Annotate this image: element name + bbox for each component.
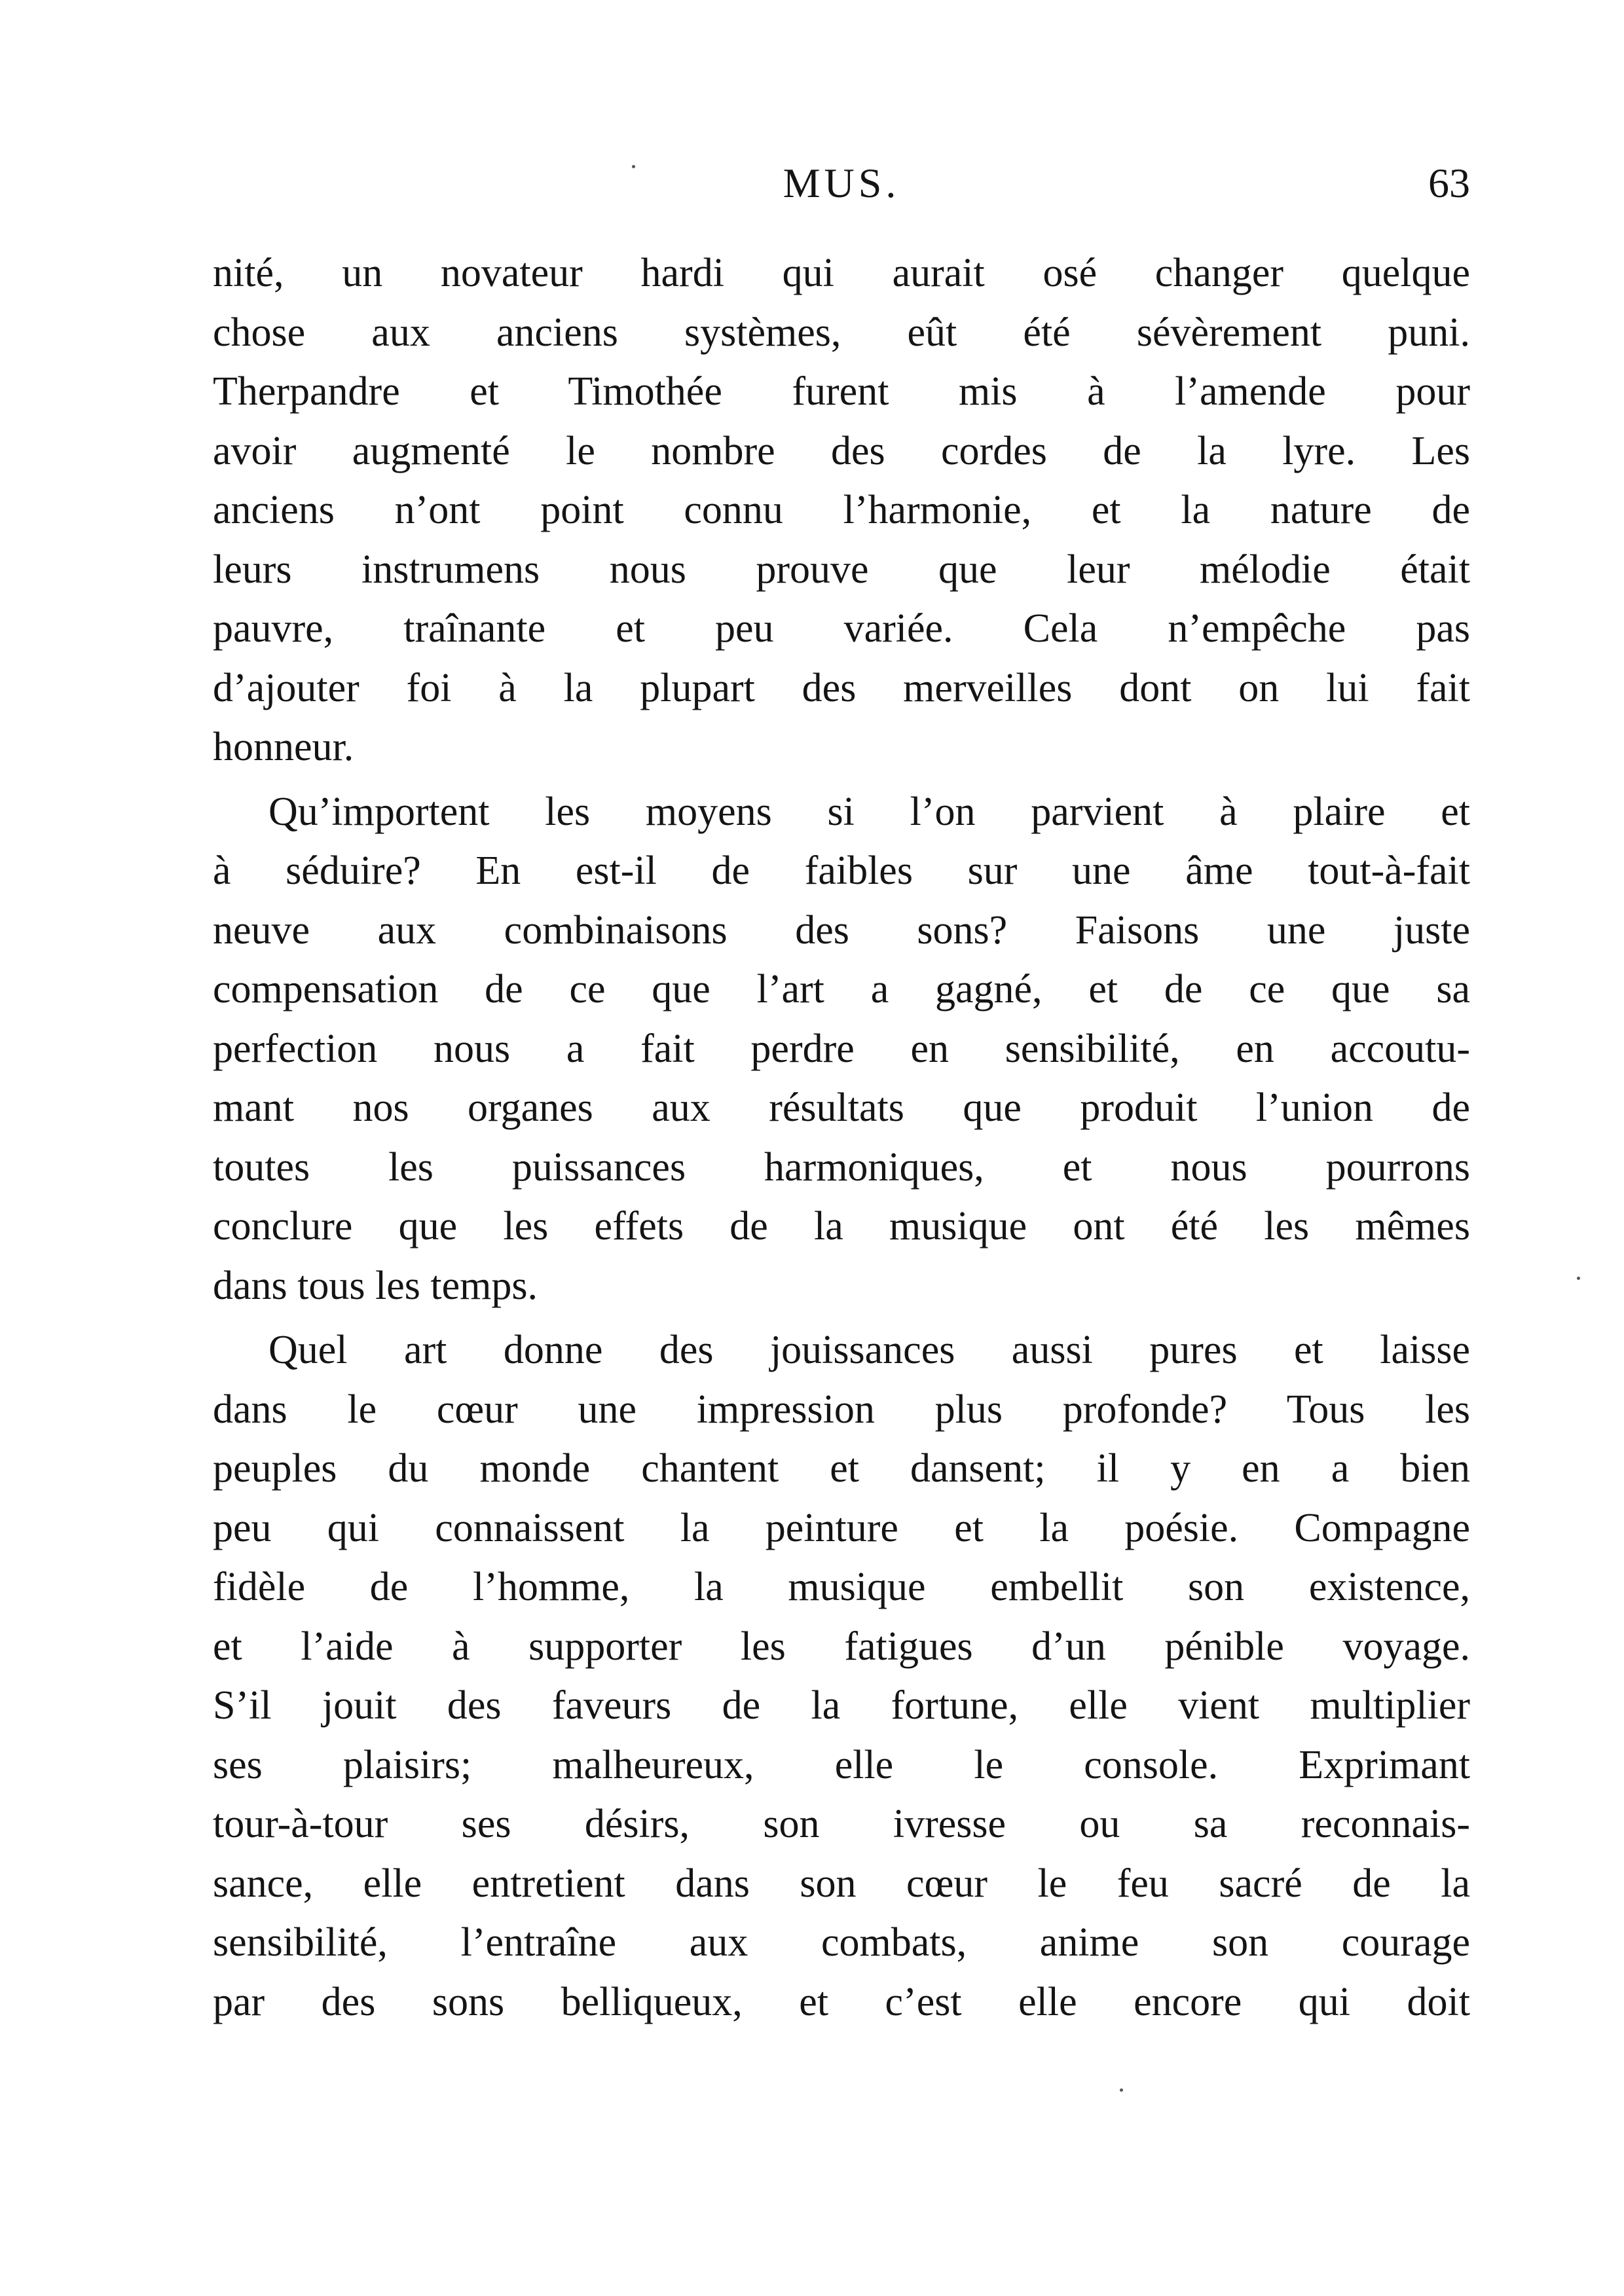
scan-speck (1577, 1277, 1580, 1280)
text-line: pauvre, traînante et peu variée. Cela n’empêche pas (213, 606, 1470, 651)
text-line: fidèle de l’homme, la musique embellit son existence, (213, 1565, 1470, 1609)
text-line: par des sons belliqueux, et c’est elle encore qui doit (213, 1979, 1470, 2024)
text-line: chose aux anciens systèmes, eût été sévèrement puni. (213, 310, 1470, 355)
text-line: Therpandre et Timothée furent mis à l’amende pour (213, 369, 1470, 414)
text-line: sensibilité, l’entraîne aux combats, anime son courage (213, 1920, 1470, 1965)
text-line: dans tous les temps. (213, 1263, 538, 1308)
text-line: peuples du monde chantent et dansent; il y en a bien (213, 1446, 1470, 1491)
body-text (213, 244, 1470, 2037)
text-line: peu qui connaissent la peinture et la poésie. Compagne (213, 1505, 1470, 1550)
text-line: neuve aux combinaisons des sons? Faisons une juste (213, 907, 1470, 953)
running-head: MUS. (783, 160, 900, 206)
text-line: et l’aide à supporter les fatigues d’un pénible voyage. (213, 1624, 1470, 1669)
paragraph (213, 1321, 1470, 2032)
text-line: ses plaisirs; malheureux, elle le console. Exprimant (213, 1742, 1470, 1787)
text-line: honneur. (213, 725, 354, 769)
text-line: Qu’importent les moyens si l’on parvient à plaire et (268, 789, 1470, 834)
text-line: perfection nous a fait perdre en sensibilité, en accoutu- (213, 1026, 1470, 1071)
scan-speck (632, 165, 635, 168)
page-number: 63 (1428, 160, 1470, 206)
text-line: sance, elle entretient dans son cœur le feu sacré de la (213, 1861, 1470, 1906)
text-line: S’il jouit des faveurs de la fortune, elle vient multiplier (213, 1683, 1470, 1728)
text-line: dans le cœur une impression plus profonde? Tous les (213, 1387, 1470, 1432)
text-line: leurs instrumens nous prouve que leur mélodie était (213, 547, 1470, 592)
text-line: d’ajouter foi à la plupart des merveilles dont on lui fait (213, 665, 1470, 710)
text-line: compensation de ce que l’art a gagné, et de ce que sa (213, 967, 1470, 1011)
paragraph (213, 244, 1470, 777)
text-line: à séduire? En est-il de faibles sur une âme tout-à-fait (213, 848, 1470, 893)
text-line: Quel art donne des jouissances aussi pures et laisse (268, 1328, 1470, 1372)
page-header (213, 154, 1470, 213)
text-line: avoir augmenté le nombre des cordes de la lyre. Les (213, 428, 1470, 473)
text-line: mant nos organes aux résultats que produit l’union de (213, 1085, 1470, 1130)
paragraph (213, 782, 1470, 1316)
text-line: anciens n’ont point connu l’harmonie, et la nature de (213, 488, 1470, 532)
text-line: nité, un novateur hardi qui aurait osé changer quelque (213, 251, 1470, 295)
text-line: tour-à-tour ses désirs, son ivresse ou sa reconnais- (213, 1802, 1470, 1846)
scan-speck (1120, 2088, 1123, 2092)
text-line: conclure que les effets de la musique ont été les mêmes (213, 1204, 1470, 1248)
text-line: toutes les puissances harmoniques, et nous pourrons (213, 1144, 1470, 1190)
